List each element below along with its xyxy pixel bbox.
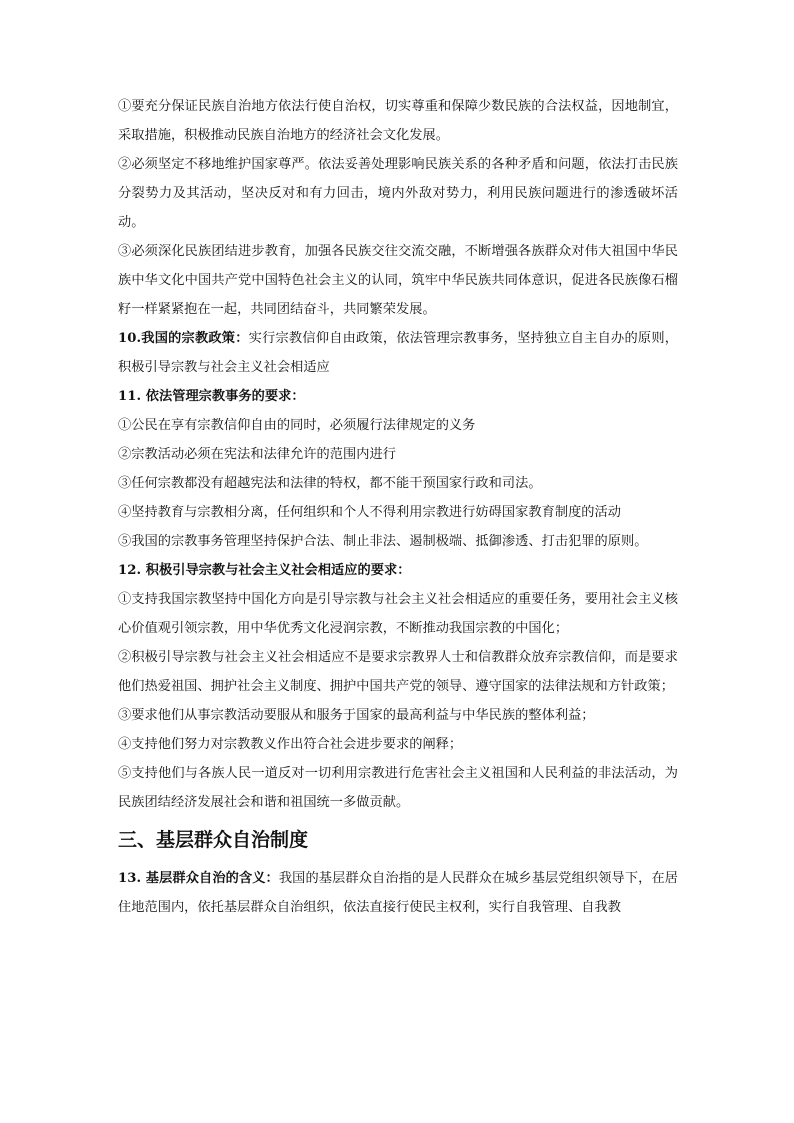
section-heading: 三、基层群众自治制度 [118,829,309,851]
paragraph-1: ①要充分保证民族自治地方依法行使自治权，切实尊重和保障少数民族的合法权益，因地制宜，采取措施，积极推动民族自治地方的经济社会文化发展。 [118,99,678,143]
list-item-12-1: ①支持我国宗教坚持中国化方向是引导宗教与社会主义社会相适应的重要任务，要用社会主义核心价值观引领宗教，用中华优秀文化浸润宗教，不断推动我国宗教的中国化； [118,592,678,636]
paragraph-religion-policy [118,324,678,382]
list-item-12-3: ③要求他们从事宗教活动要服从和服务于国家的最高利益与中华民族的整体利益； [118,708,595,723]
paragraph-13 [118,864,678,922]
list-item-12-5: ⑤支持他们与各族人民一道反对一切利用宗教进行危害社会主义祖国和人民利益的非法活动，为民族团结经济发展社会和谐和祖国统一多做贡献。 [118,766,678,810]
list-item-11-1: ①公民在享有宗教信仰自由的同时，必须履行法律规定的义务 [118,418,476,433]
document-page [118,92,678,922]
heading-12 [118,556,678,585]
list-item-12-4: ④支持他们努力对宗教教义作出符合社会进步要求的阐释； [118,737,463,752]
paragraph-body: 实行宗教信仰自由政策，依法管理宗教事务，坚持独立自主自办的原则，积极引导宗教与社会主义社会相适应 [118,331,678,375]
bold-lead: 13. 基层群众自治的含义： [118,871,279,886]
list-item-11-5: ⑤我国的宗教事务管理坚持保护合法、制止非法、遏制极端、抵御渗透、打击犯罪的原则。 [118,534,648,549]
heading-11 [118,382,678,411]
paragraph-2: ②必须坚定不移地维护国家尊严。依法妥善处理影响民族关系的各种矛盾和问题，依法打击民族分裂势力及其活动，坚决反对和有力回击，境内外敌对势力，利用民族问题进行的渗透破坏活动。 [118,157,678,230]
list-item-11-2: ②宗教活动必须在宪法和法律允许的范围内进行 [118,447,396,462]
list-item-11-3: ③任何宗教都没有超越宪法和法律的特权，都不能干预国家行政和司法。 [118,476,542,491]
paragraph-3: ③必须深化民族团结进步教育，加强各民族交往交流交融，不断增强各族群众对伟大祖国中华民族中华文化中国共产党中国特色社会主义的认同，筑牢中华民族共同体意识，促进各民族像石榴籽一样紧紧抱在一起，共同团结奋斗，共同繁荣发展。 [118,244,678,317]
list-item-11-4: ④坚持教育与宗教相分离，任何组织和个人不得利用宗教进行妨碍国家教育制度的活动 [118,505,622,520]
list-item-12-2: ②积极引导宗教与社会主义社会相适应不是要求宗教界人士和信教群众放弃宗教信仰，而是要求他们热爱祖国、拥护社会主义制度、拥护中国共产党的领导、遵守国家的法律法规和方针政策； [118,650,678,694]
bold-lead: 12. 积极引导宗教与社会主义社会相适应的要求： [118,563,411,578]
bold-lead: 10.我国的宗教政策： [118,331,249,346]
paragraph-body: 我国的基层群众自治指的是人民群众在城乡基层党组织领导下，在居住地范围内，依托基层群众自治组织，依法直接行使民主权利，实行自我管理、自我教 [118,871,679,915]
bold-lead: 11. 依法管理宗教事务的要求： [118,389,305,404]
